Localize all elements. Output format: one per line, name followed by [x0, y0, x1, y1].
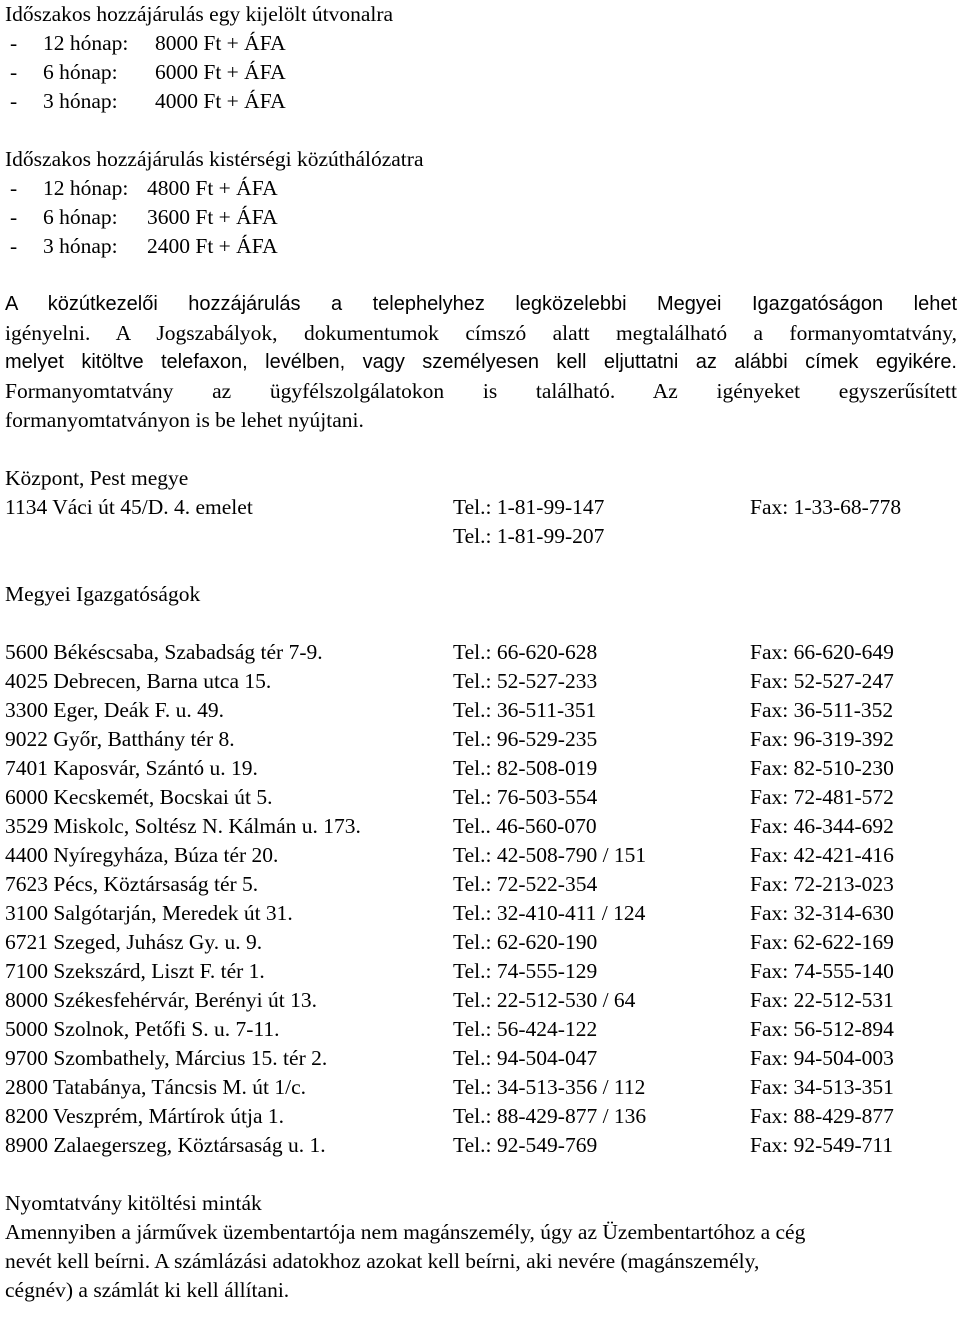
- table-row: [5, 928, 957, 957]
- list-dash: -: [10, 60, 18, 84]
- table-row: [5, 725, 957, 754]
- directorate-fax: Fax: 36-511-352: [750, 698, 894, 722]
- price-item: [5, 87, 957, 116]
- directorate-address: 9700 Szombathely, Március 15. tér 2.: [5, 1046, 328, 1070]
- info-line: melyet kitöltve telefaxon, levélben, vagy személyesen kell eljuttatni az alábbi címek egyikére.: [5, 351, 957, 373]
- directorate-fax: Fax: 62-622-169: [750, 930, 894, 954]
- samples-line: nevét kell beírni. A számlázási adatokhoz azokat kell beírni, aki nevére (magánszemély,: [5, 1249, 760, 1273]
- directorate-address: 7401 Kaposvár, Szántó u. 19.: [5, 756, 258, 780]
- table-row: [5, 1102, 957, 1131]
- table-row: [5, 1073, 957, 1102]
- table-row: [5, 638, 957, 667]
- directorate-fax: Fax: 32-314-630: [750, 901, 894, 925]
- price-amount: 2400 Ft + ÁFA: [147, 234, 278, 258]
- price-amount: 8000 Ft + ÁFA: [155, 31, 286, 55]
- list-dash: -: [10, 31, 18, 55]
- directorate-tel: Tel.: 94-504-047: [453, 1046, 598, 1070]
- directorate-tel: Tel.: 56-424-122: [453, 1017, 598, 1041]
- list-dash: -: [10, 176, 18, 200]
- directorate-address: 6000 Kecskemét, Bocskai út 5.: [5, 785, 273, 809]
- directorate-address: 3300 Eger, Deák F. u. 49.: [5, 698, 224, 722]
- directorate-tel: Tel.: 52-527-233: [453, 669, 598, 693]
- price-period: 3 hónap:: [43, 89, 118, 113]
- price-amount: 4800 Ft + ÁFA: [147, 176, 278, 200]
- central-office-row: [5, 493, 957, 522]
- central-address: 1134 Váci út 45/D. 4. emelet: [5, 495, 253, 519]
- directorate-tel: Tel.: 96-529-235: [453, 727, 598, 751]
- price-item: [5, 174, 957, 203]
- list-dash: -: [10, 205, 18, 229]
- info-line: formanyomtatványon is be lehet nyújtani.: [5, 408, 364, 432]
- samples-line: Amennyiben a járművek üzembentartója nem magánszemély, úgy az Üzembentartóhoz a cég: [5, 1220, 806, 1244]
- directorate-fax: Fax: 92-549-711: [750, 1133, 894, 1157]
- table-row: [5, 667, 957, 696]
- directorate-fax: Fax: 82-510-230: [750, 756, 894, 780]
- regional-section-title: Időszakos hozzájárulás kistérségi közúthálózatra: [5, 147, 424, 171]
- table-row: [5, 1044, 957, 1073]
- directorate-fax: Fax: 94-504-003: [750, 1046, 894, 1070]
- price-period: 6 hónap:: [43, 205, 118, 229]
- directorate-tel: Tel.: 92-549-769: [453, 1133, 598, 1157]
- directorate-tel: Tel.: 72-522-354: [453, 872, 598, 896]
- directorate-address: 5600 Békéscsaba, Szabadság tér 7-9.: [5, 640, 323, 664]
- price-item: [5, 58, 957, 87]
- directorate-tel: Tel.: 66-620-628: [453, 640, 598, 664]
- table-row: [5, 870, 957, 899]
- directorate-address: 3100 Salgótarján, Meredek út 31.: [5, 901, 293, 925]
- directorate-fax: Fax: 96-319-392: [750, 727, 894, 751]
- price-amount: 6000 Ft + ÁFA: [155, 60, 286, 84]
- list-dash: -: [10, 234, 18, 258]
- list-dash: -: [10, 89, 18, 113]
- central-office-row: [5, 522, 957, 551]
- directorate-tel: Tel.: 36-511-351: [453, 698, 597, 722]
- table-row: [5, 783, 957, 812]
- directorate-tel: Tel.: 88-429-877 / 136: [453, 1104, 647, 1128]
- directorate-fax: Fax: 22-512-531: [750, 988, 894, 1012]
- regional-price-list: [5, 174, 957, 261]
- central-fax: Fax: 1-33-68-778: [750, 495, 902, 519]
- directorate-address: 7623 Pécs, Köztársaság tér 5.: [5, 872, 259, 896]
- route-price-list: [5, 29, 957, 116]
- directorate-fax: Fax: 56-512-894: [750, 1017, 894, 1041]
- table-row: [5, 841, 957, 870]
- table-row: [5, 754, 957, 783]
- directorate-address: 8000 Székesfehérvár, Berényi út 13.: [5, 988, 317, 1012]
- price-item: [5, 232, 957, 261]
- price-item: [5, 29, 957, 58]
- directorate-address: 3529 Miskolc, Soltész N. Kálmán u. 173.: [5, 814, 361, 838]
- price-period: 3 hónap:: [43, 234, 118, 258]
- table-row: [5, 986, 957, 1015]
- price-period: 12 hónap:: [43, 31, 129, 55]
- info-line: Formanyomtatvány az ügyfélszolgálatokon is található. Az igényeket egyszerűsített: [5, 379, 957, 403]
- price-amount: 3600 Ft + ÁFA: [147, 205, 278, 229]
- directorate-tel: Tel.: 82-508-019: [453, 756, 598, 780]
- directorate-address: 6721 Szeged, Juhász Gy. u. 9.: [5, 930, 263, 954]
- table-row: [5, 812, 957, 841]
- table-row: [5, 1131, 957, 1160]
- price-period: 6 hónap:: [43, 60, 118, 84]
- directorate-address: 7100 Szekszárd, Liszt F. tér 1.: [5, 959, 265, 983]
- directorates-table: [5, 638, 957, 1160]
- directorate-tel: Tel.: 76-503-554: [453, 785, 598, 809]
- price-item: [5, 203, 957, 232]
- info-line: A közútkezelői hozzájárulás a telephelyhez legközelebbi Megyei Igazgatóságon lehet: [5, 293, 957, 315]
- directorate-fax: Fax: 66-620-649: [750, 640, 894, 664]
- route-section-title: Időszakos hozzájárulás egy kijelölt útvonalra: [5, 2, 394, 26]
- table-row: [5, 696, 957, 725]
- directorate-tel: Tel.: 32-410-411 / 124: [453, 901, 646, 925]
- directorate-address: 2800 Tatabánya, Táncsis M. út 1/c.: [5, 1075, 307, 1099]
- table-row: [5, 957, 957, 986]
- directorates-title: Megyei Igazgatóságok: [5, 582, 201, 606]
- directorate-address: 9022 Győr, Batthány tér 8.: [5, 727, 235, 751]
- samples-title: Nyomtatvány kitöltési minták: [5, 1191, 262, 1215]
- directorate-tel: Tel.: 42-508-790 / 151: [453, 843, 647, 867]
- directorate-fax: Fax: 34-513-351: [750, 1075, 894, 1099]
- directorate-tel: Tel.. 46-560-070: [453, 814, 597, 838]
- samples-line: cégnév) a számlát ki kell állítani.: [5, 1278, 290, 1302]
- directorate-address: 5000 Szolnok, Petőfi S. u. 7-11.: [5, 1017, 280, 1041]
- directorate-tel: Tel.: 74-555-129: [453, 959, 598, 983]
- info-paragraph: [5, 290, 957, 435]
- info-line: igényelni. A Jogszabályok, dokumentumok címszó alatt megtalálható a formanyomtatvány,: [5, 321, 957, 345]
- directorate-fax: Fax: 88-429-877: [750, 1104, 894, 1128]
- directorate-fax: Fax: 74-555-140: [750, 959, 894, 983]
- directorate-tel: Tel.: 22-512-530 / 64: [453, 988, 636, 1012]
- price-period: 12 hónap:: [43, 176, 129, 200]
- price-amount: 4000 Ft + ÁFA: [155, 89, 286, 113]
- directorate-tel: Tel.: 62-620-190: [453, 930, 598, 954]
- directorate-fax: Fax: 52-527-247: [750, 669, 894, 693]
- table-row: [5, 899, 957, 928]
- document-page: [5, 0, 957, 1305]
- directorate-address: 4400 Nyíregyháza, Búza tér 20.: [5, 843, 279, 867]
- directorate-fax: Fax: 72-481-572: [750, 785, 894, 809]
- directorate-address: 8200 Veszprém, Mártírok útja 1.: [5, 1104, 285, 1128]
- central-tel: Tel.: 1-81-99-147: [453, 495, 605, 519]
- directorate-fax: Fax: 42-421-416: [750, 843, 894, 867]
- central-office-title: Központ, Pest megye: [5, 466, 189, 490]
- directorate-fax: Fax: 72-213-023: [750, 872, 894, 896]
- table-row: [5, 1015, 957, 1044]
- directorate-tel: Tel.: 34-513-356 / 112: [453, 1075, 646, 1099]
- directorate-fax: Fax: 46-344-692: [750, 814, 894, 838]
- central-tel: Tel.: 1-81-99-207: [453, 524, 605, 548]
- directorate-address: 8900 Zalaegerszeg, Köztársaság u. 1.: [5, 1133, 326, 1157]
- directorate-address: 4025 Debrecen, Barna utca 15.: [5, 669, 272, 693]
